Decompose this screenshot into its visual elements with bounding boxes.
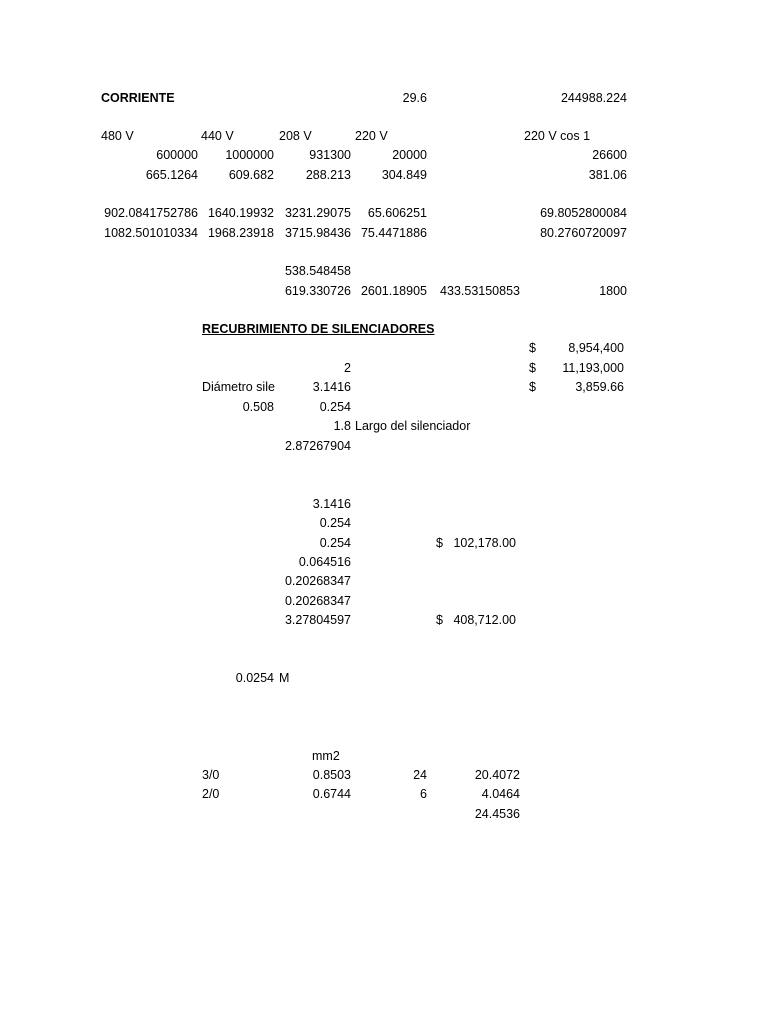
calc-a-cell: 69.8052800084	[540, 206, 627, 220]
currency-symbol: $	[529, 361, 536, 375]
cable-qty: 24	[413, 768, 427, 782]
radius-value: 0.254	[319, 400, 351, 414]
cable-sum: 24.4536	[474, 807, 520, 821]
power-cell: 20000	[392, 148, 427, 162]
silencer-qty: 2	[344, 361, 351, 375]
cable-area: 0.6744	[312, 787, 351, 801]
calc2-cell: 3.27804597	[284, 613, 351, 627]
voltage-220-cos-label: 220 V cos 1	[524, 129, 591, 143]
corriente-value-b: 244988.224	[560, 91, 627, 105]
calc2-cell: 0.064516	[298, 555, 351, 569]
voltage-220-label: 220 V	[355, 129, 388, 143]
voltage-440-label: 440 V	[201, 129, 234, 143]
diameter-label: Diámetro sile	[202, 380, 275, 394]
unit-value: 0.0254	[235, 671, 274, 685]
calc-a-cell: 65.606251	[367, 206, 427, 220]
current-cell: 304.849	[381, 168, 427, 182]
cable-gauge: 3/0	[202, 768, 220, 782]
length-label: Largo del silenciador	[355, 419, 471, 433]
unit-label: M	[279, 671, 290, 685]
current-cell: 288.213	[305, 168, 351, 182]
current-cell: 665.1264	[145, 168, 198, 182]
calc2-cell: 3.1416	[312, 497, 351, 511]
length-value: 1.8	[333, 419, 351, 433]
current-cell: 381.06	[588, 168, 627, 182]
currency-symbol: $	[529, 380, 536, 394]
cable-total: 4.0464	[481, 787, 520, 801]
current-cell: 609.682	[228, 168, 274, 182]
subtotal-cell: 619.330726	[284, 284, 351, 298]
corriente-value-a: 29.6	[402, 91, 427, 105]
currency-symbol: $	[436, 613, 443, 627]
power-cell: 1000000	[225, 148, 274, 162]
calc-b-cell: 1082.501010334	[104, 226, 198, 240]
calc2-cost-1: 102,178.00	[453, 536, 516, 550]
cable-qty: 6	[420, 787, 427, 801]
calc-b-cell: 80.2760720097	[540, 226, 627, 240]
power-cell: 600000	[156, 148, 198, 162]
calc-a-cell: 3231.29075	[284, 206, 351, 220]
subtotal-cell: 433.53150853	[440, 284, 520, 298]
corriente-label: CORRIENTE	[101, 91, 175, 105]
diameter-value: 0.508	[242, 400, 274, 414]
calc-b-cell: 3715.98436	[284, 226, 351, 240]
cable-gauge: 2/0	[202, 787, 220, 801]
calc2-cell: 0.20268347	[284, 574, 351, 588]
silencer-price-1: 8,954,400	[568, 341, 624, 355]
calc2-cost-2: 408,712.00	[453, 613, 516, 627]
subtotal-cell: 538.548458	[284, 264, 351, 278]
silencer-price-2: 11,193,000	[562, 361, 624, 375]
power-cell: 931300	[309, 148, 351, 162]
calc-b-cell: 1968.23918	[207, 226, 274, 240]
subtotal-cell: 2601.18905	[360, 284, 427, 298]
cable-area-header: mm2	[312, 749, 340, 763]
currency-symbol: $	[529, 341, 536, 355]
cable-total: 20.4072	[474, 768, 520, 782]
calc2-cell: 0.20268347	[284, 594, 351, 608]
subtotal-cell: 1800	[599, 284, 627, 298]
pi-value: 3.1416	[312, 380, 351, 394]
power-cell: 26600	[592, 148, 627, 162]
voltage-480-label: 480 V	[101, 129, 134, 143]
calc2-cell: 0.254	[319, 516, 351, 530]
voltage-208-label: 208 V	[279, 129, 312, 143]
calc-b-cell: 75.4471886	[360, 226, 427, 240]
silencer-price-3: 3,859.66	[575, 380, 624, 394]
currency-symbol: $	[436, 536, 443, 550]
calc-a-cell: 902.0841752786	[104, 206, 198, 220]
area-value: 2.87267904	[284, 439, 351, 453]
silencer-section-title: RECUBRIMIENTO DE SILENCIADORES	[202, 322, 435, 336]
cable-area: 0.8503	[312, 768, 351, 782]
calc2-cell: 0.254	[319, 536, 351, 550]
calc-a-cell: 1640.19932	[207, 206, 274, 220]
